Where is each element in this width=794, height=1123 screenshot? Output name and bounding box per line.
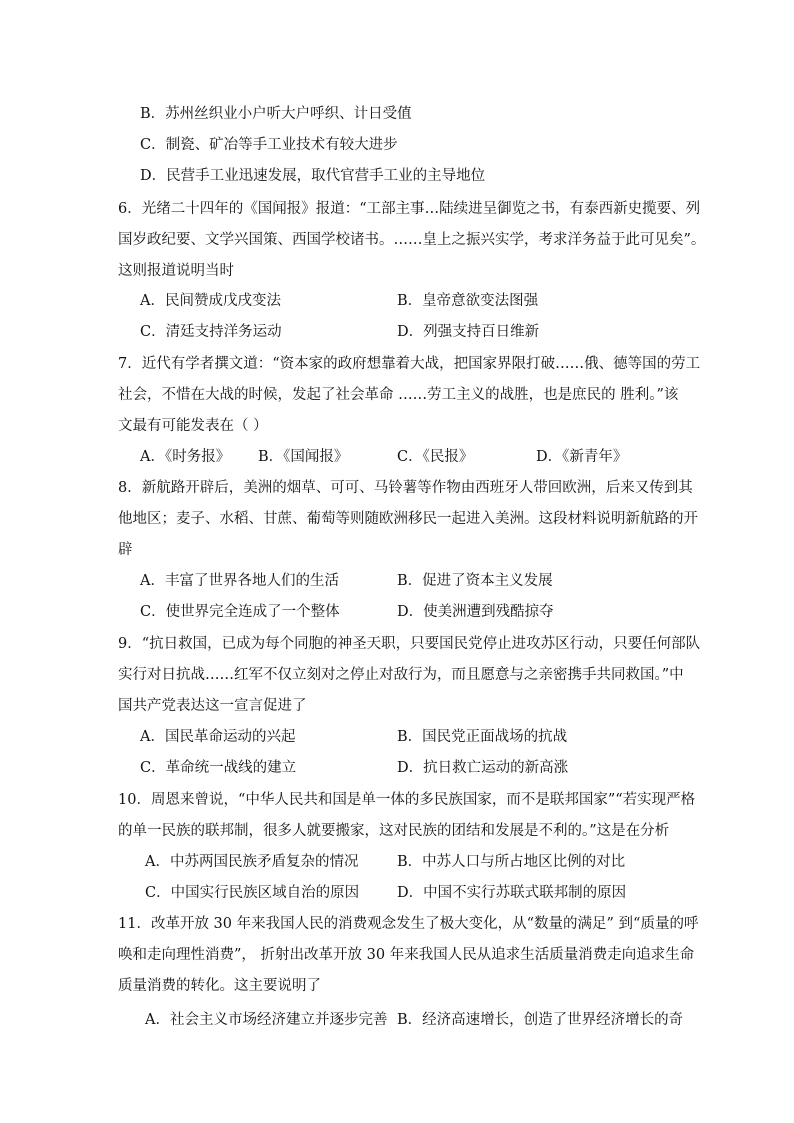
q5-option-d: D．民营手工业迅速发展，取代官营手工业的主导地位 [140,168,486,184]
q7-option-a: A．《时务报》 [140,449,231,465]
q7-stem-line-3: 文最有可能发表在（ ） [118,418,268,434]
q8-option-a: A．丰富了世界各地人们的生活 [140,573,339,589]
q5-option-c: C．制瓷、矿冶等手工业技术有较大进步 [140,137,398,153]
q10-option-d: D．中国不实行苏联式联邦制的原因 [397,885,627,901]
q9-stem-line-1: 9．“抗日救国，已成为每个同胞的神圣天职，只要国民党停止进攻苏区行动，只要任何部队 [118,636,701,652]
q9-option-d: D．抗日救亡运动的新高涨 [397,760,569,776]
q9-option-b: B．国民党正面战场的抗战 [397,729,568,745]
q5-option-b: B．苏州丝织业小户听大户呼织、计日受值 [140,106,412,122]
q7-stem-line-1: 7．近代有学者撰文道：“资本家的政府想靠着大战，把国家界限打破……俄、德等国的劳工 [118,356,701,372]
q8-option-c: C．使世界完全连成了一个整体 [140,604,340,620]
q10-stem-line-1: 10．周恩来曾说，“中华人民共和国是单一体的多民族国家，而不是联邦国家”“若实现严格 [118,792,696,808]
q6-option-d: D．列强支持百日维新 [397,324,540,340]
q11-stem-line-3: 质量消费的转化。这主要说明了 [118,978,321,994]
q6-stem-line-3: 这则报道说明当时 [118,263,234,279]
q7-option-d: D．《新青年》 [536,449,628,465]
q11-stem-line-1: 11．改革开放 30 年来我国人民的消费观念发生了极大变化，从“数量的满足” 到“质量的呼 [118,916,699,932]
q7-option-c: C．《民报》 [397,449,474,465]
q9-stem-line-2: 实行对日抗战……红军不仅立刻对之停止对敌行为，而且愿意与之亲密携手共同救国。”中 [118,667,684,683]
q7-option-b: B．《国闻报》 [258,449,349,465]
q6-stem-line-2: 国岁政纪要、文学兴国策、西国学校诸书。……皇上之振兴实学，考求洋务益于此可见矣”。 [118,232,706,248]
q9-stem-line-3: 国共产党表达这一宣言促进了 [118,698,307,714]
q8-option-d: D．使美洲遭到残酷掠夺 [397,604,554,620]
q7-stem-line-2: 社会，不惜在大战的时候，发起了社会革命 ……劳工主义的战胜，也是庶民的 胜利。”该 [118,387,679,403]
q6-stem-line-1: 6．光绪二十四年的《国闻报》报道：“工部主事…陆续进呈御览之书，有泰西新史揽要、列 [118,201,701,217]
q8-stem-line-2: 他地区；麦子、水稻、甘蔗、葡萄等则随欧洲移民一起进入美洲。这段材料说明新航路的开 [118,511,698,527]
q10-option-a: A．中苏两国民族矛盾复杂的情况 [145,854,359,870]
q11-option-a: A．社会主义市场经济建立并逐步完善 [145,1012,388,1028]
q10-option-b: B．中苏人口与所占地区比例的对比 [397,854,626,870]
q6-option-b: B．皇帝意欲变法图强 [397,293,539,309]
q9-option-c: C．革命统一战线的建立 [140,760,297,776]
q8-stem-line-3: 辟 [118,542,133,558]
q8-stem-line-1: 8．新航路开辟后，美洲的烟草、可可、马铃薯等作物由西班牙人带回欧洲，后来又传到其 [118,480,693,496]
q10-stem-line-2: 的单一民族的联邦制，很多人就要搬家，这对民族的团结和发展是不利的。”这是在分析 [118,823,670,839]
q8-option-b: B．促进了资本主义发展 [397,573,553,589]
q10-option-c: C．中国实行民族区域自治的原因 [145,885,360,901]
q11-stem-line-2: 唤和走向理性消费”， 折射出改革开放 30 年来我国人民从追求生活质量消费走向追求生命 [118,947,695,963]
q9-option-a: A．国民革命运动的兴起 [140,729,296,745]
q6-option-c: C．清廷支持洋务运动 [140,324,282,340]
q6-option-a: A．民间赞成戊戌变法 [140,293,281,309]
q11-option-b: B．经济高速增长，创造了世界经济增长的奇 [397,1012,684,1028]
